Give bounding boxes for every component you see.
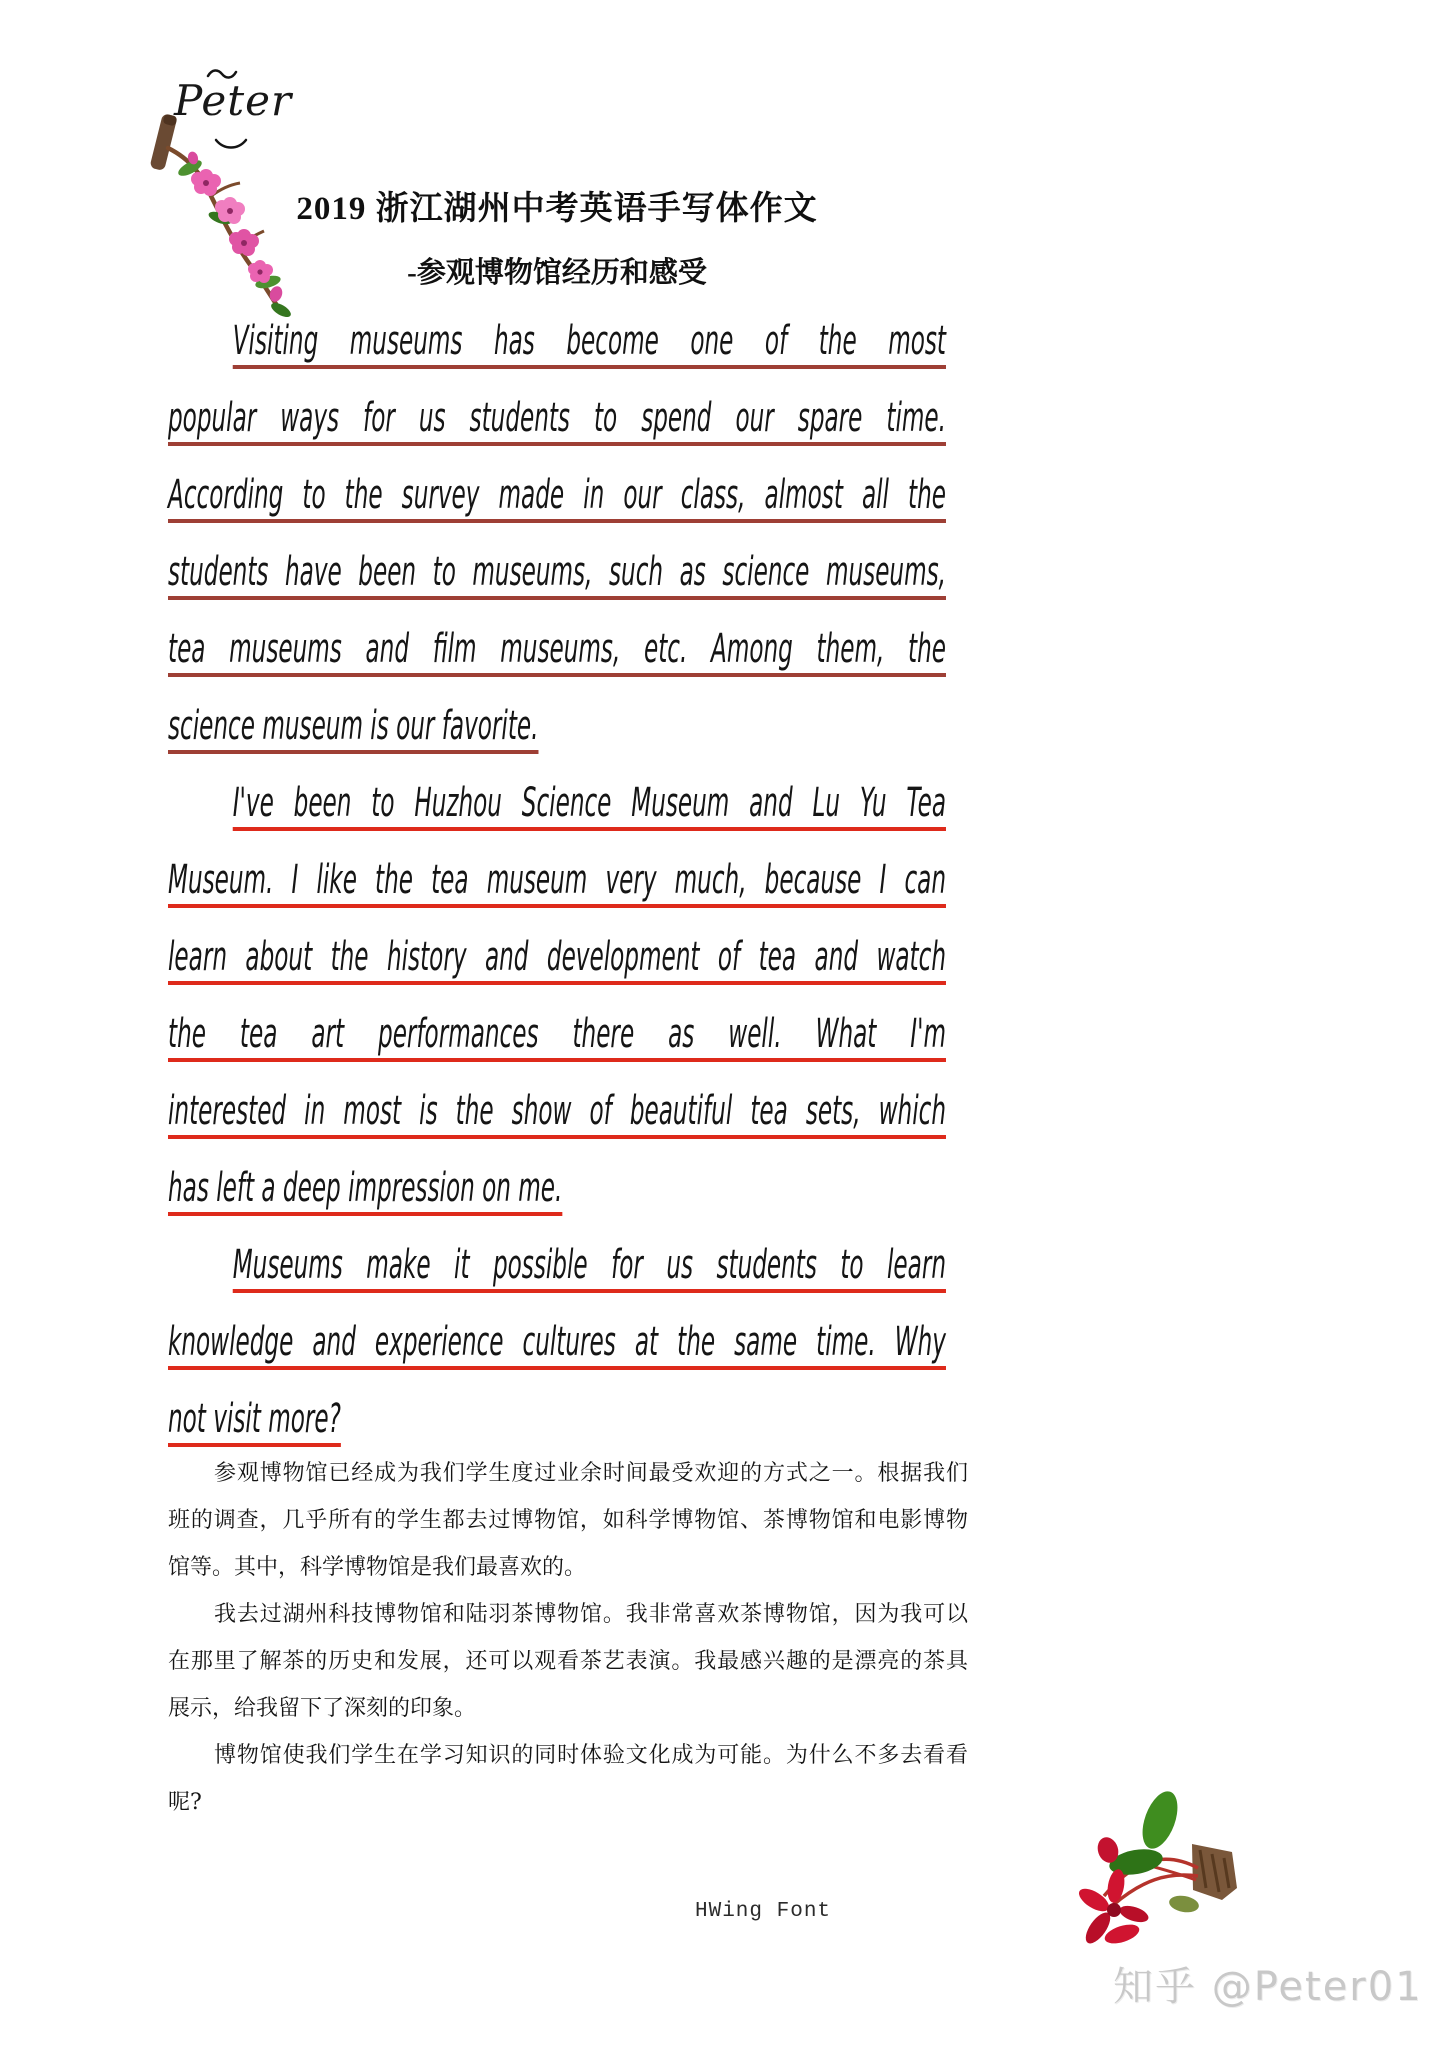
essay-line-en: has left a deep impression on me. <box>168 1165 563 1211</box>
essay-line-cn: 展示，给我留下了深刻的印象。 <box>168 1696 477 1721</box>
essay-line-en: Museums make it possible for us students to learn <box>232 1242 946 1288</box>
essay-line-en: students have been to museums, such as science museums, <box>168 549 946 595</box>
essay-english <box>168 303 946 1458</box>
essay-line-en: learn about the history and development of tea and watch <box>168 934 946 980</box>
page-subtitle: -参观博物馆经历和感受 <box>407 257 707 289</box>
essay-line-en: popular ways for us students to spend our spare time. <box>168 395 946 441</box>
watermark: 知乎 @Peter01 <box>1113 1964 1423 2010</box>
essay-line-cn: 我去过湖州科技博物馆和陆羽茶博物馆。我非常喜欢茶博物馆，因为我可以 <box>214 1602 968 1627</box>
essay-line-en: not visit more? <box>168 1396 341 1442</box>
essay-line-en: I've been to Huzhou Science Museum and Lu Yu Tea <box>232 780 946 826</box>
font-credit-label: HWing Font <box>695 1900 832 1923</box>
essay-line-en: knowledge and experience cultures at the same time. Why <box>168 1319 946 1365</box>
essay-chinese <box>168 1450 968 1826</box>
essay-line-en: According to the survey made in our class, almost all the <box>168 472 946 518</box>
essay-line-cn: 馆等。其中，科学博物馆是我们最喜欢的。 <box>168 1555 587 1580</box>
essay-line-en: tea museums and film museums, etc. Among them, the <box>168 626 946 672</box>
essay-line-en: the tea art performances there as well. What I'm <box>168 1011 946 1057</box>
essay-line-cn: 呢? <box>168 1790 202 1815</box>
red-flower-icon <box>1072 1788 1244 1970</box>
essay-line-en: Museum. I like the tea museum very much, because I can <box>168 857 946 903</box>
essay-line-cn: 博物馆使我们学生在学习知识的同时体验文化成为可能。为什么不多去看看 <box>214 1743 968 1768</box>
logo-text: Peter <box>174 76 293 125</box>
essay-line-en: Visiting museums has become one of the most <box>232 318 946 364</box>
essay-line-cn: 班的调查，几乎所有的学生都去过博物馆，如科学博物馆、茶博物馆和电影博物 <box>168 1508 968 1533</box>
essay-line-cn: 参观博物馆已经成为我们学生度过业余时间最受欢迎的方式之一。根据我们 <box>214 1461 968 1486</box>
essay-line-en: science museum is our favorite. <box>168 703 539 749</box>
essay-line-cn: 在那里了解茶的历史和发展，还可以观看茶艺表演。我最感兴趣的是漂亮的茶具 <box>168 1649 968 1674</box>
essay-line-en: interested in most is the show of beautiful tea sets, which <box>168 1088 946 1134</box>
page-title: 2019 浙江湖州中考英语手写体作文 <box>296 191 818 227</box>
